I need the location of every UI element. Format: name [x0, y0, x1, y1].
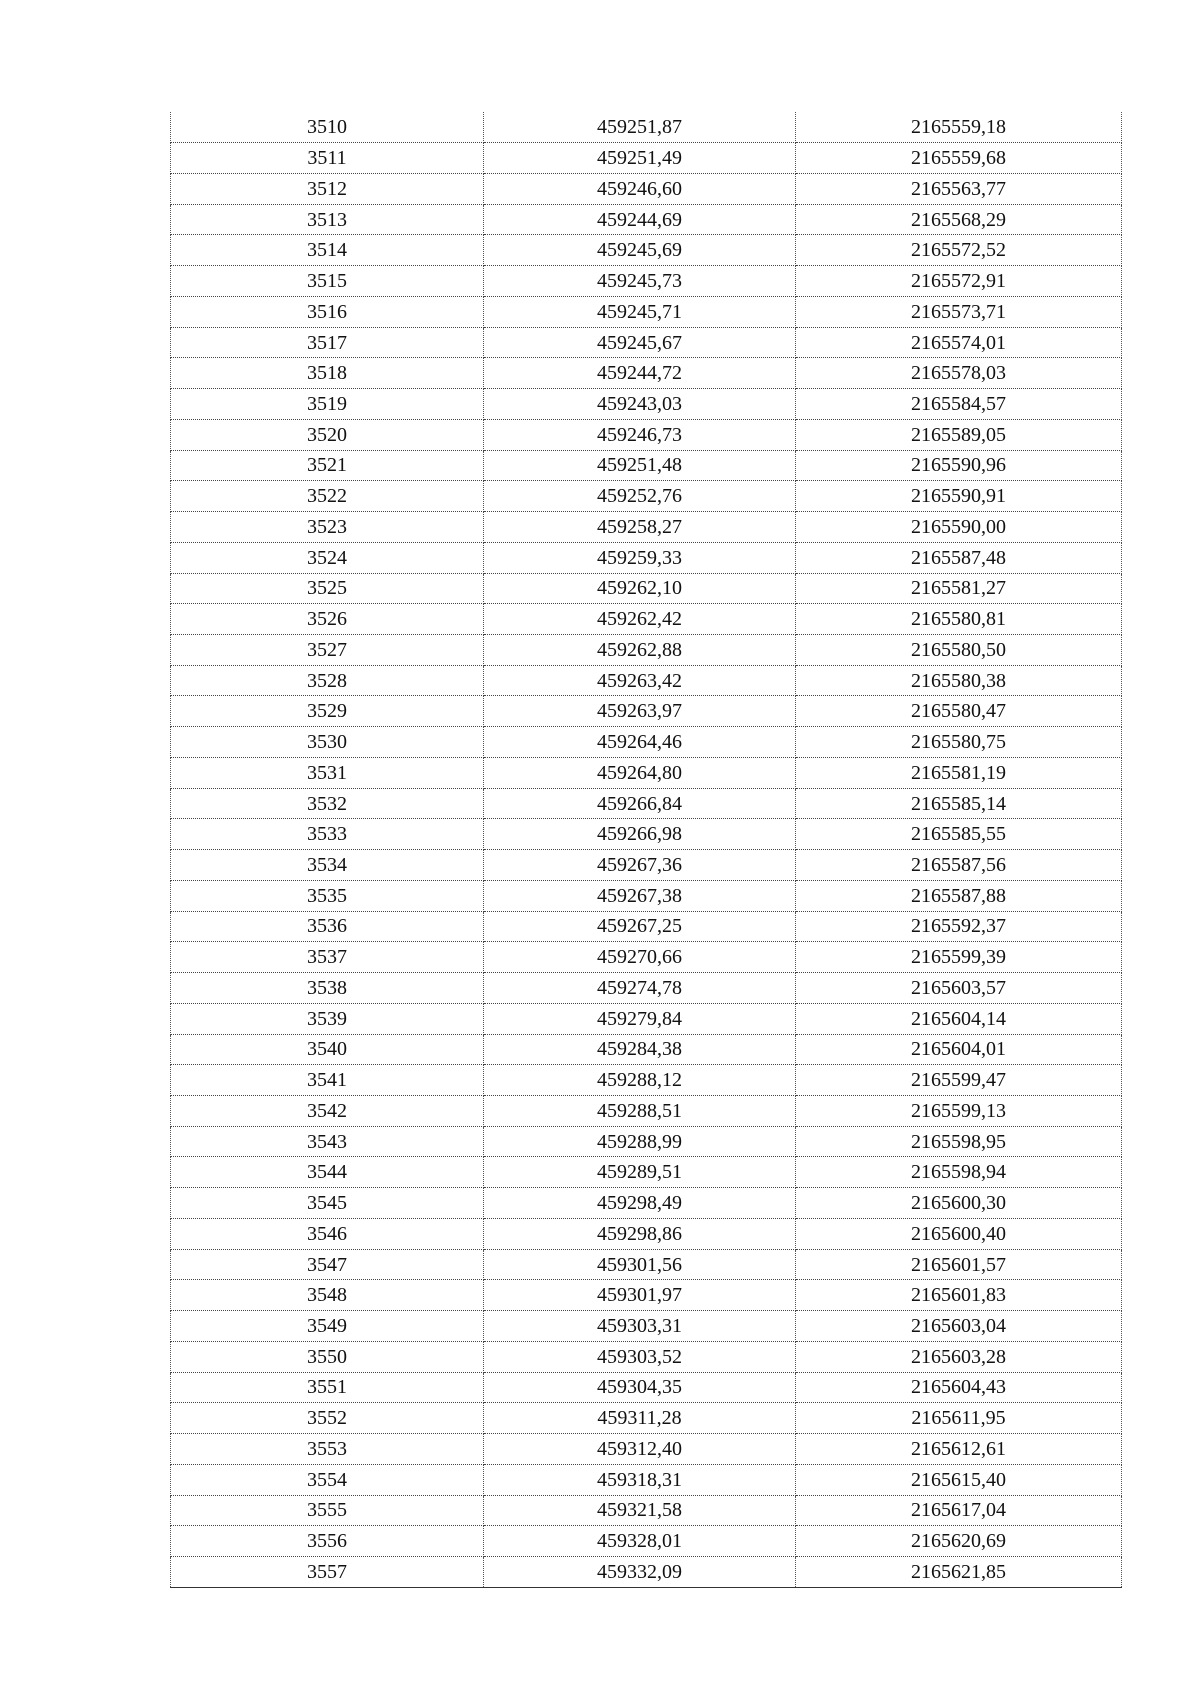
x-coordinate-cell: 459244,69: [484, 204, 796, 235]
x-coordinate-cell: 459245,71: [484, 296, 796, 327]
y-coordinate-cell: 2165580,75: [796, 727, 1122, 758]
y-coordinate-cell: 2165599,47: [796, 1065, 1122, 1096]
x-coordinate-cell: 459266,84: [484, 788, 796, 819]
point-number-cell: 3515: [171, 266, 484, 297]
point-number-cell: 3510: [171, 112, 484, 143]
y-coordinate-cell: 2165612,61: [796, 1434, 1122, 1465]
table-row: [171, 173, 1122, 204]
table-row: [171, 143, 1122, 174]
y-coordinate-cell: 2165587,56: [796, 850, 1122, 881]
x-coordinate-cell: 459304,35: [484, 1372, 796, 1403]
y-coordinate-cell: 2165573,71: [796, 296, 1122, 327]
y-coordinate-cell: 2165598,94: [796, 1157, 1122, 1188]
y-coordinate-cell: 2165580,81: [796, 604, 1122, 635]
point-number-cell: 3513: [171, 204, 484, 235]
y-coordinate-cell: 2165603,04: [796, 1311, 1122, 1342]
table-row: [171, 542, 1122, 573]
x-coordinate-cell: 459318,31: [484, 1464, 796, 1495]
table-row: [171, 1157, 1122, 1188]
table-row: [171, 204, 1122, 235]
table-row: [171, 1557, 1122, 1588]
point-number-cell: 3527: [171, 634, 484, 665]
point-number-cell: 3539: [171, 1003, 484, 1034]
y-coordinate-cell: 2165599,13: [796, 1096, 1122, 1127]
table-row: [171, 389, 1122, 420]
x-coordinate-cell: 459312,40: [484, 1434, 796, 1465]
y-coordinate-cell: 2165590,96: [796, 450, 1122, 481]
x-coordinate-cell: 459288,99: [484, 1126, 796, 1157]
point-number-cell: 3529: [171, 696, 484, 727]
table-row: [171, 911, 1122, 942]
table-row: [171, 327, 1122, 358]
point-number-cell: 3514: [171, 235, 484, 266]
table-row: [171, 512, 1122, 543]
y-coordinate-cell: 2165603,28: [796, 1341, 1122, 1372]
x-coordinate-cell: 459251,48: [484, 450, 796, 481]
x-coordinate-cell: 459246,60: [484, 173, 796, 204]
point-number-cell: 3546: [171, 1218, 484, 1249]
table-row: [171, 573, 1122, 604]
y-coordinate-cell: 2165604,01: [796, 1034, 1122, 1065]
table-row: [171, 1188, 1122, 1219]
x-coordinate-cell: 459303,52: [484, 1341, 796, 1372]
x-coordinate-cell: 459266,98: [484, 819, 796, 850]
point-number-cell: 3549: [171, 1311, 484, 1342]
x-coordinate-cell: 459311,28: [484, 1403, 796, 1434]
y-coordinate-cell: 2165580,38: [796, 665, 1122, 696]
y-coordinate-cell: 2165590,91: [796, 481, 1122, 512]
point-number-cell: 3537: [171, 942, 484, 973]
x-coordinate-cell: 459284,38: [484, 1034, 796, 1065]
point-number-cell: 3551: [171, 1372, 484, 1403]
x-coordinate-cell: 459262,88: [484, 634, 796, 665]
point-number-cell: 3533: [171, 819, 484, 850]
x-coordinate-cell: 459251,49: [484, 143, 796, 174]
y-coordinate-cell: 2165592,37: [796, 911, 1122, 942]
x-coordinate-cell: 459289,51: [484, 1157, 796, 1188]
table-row: [171, 665, 1122, 696]
table-row: [171, 819, 1122, 850]
point-number-cell: 3555: [171, 1495, 484, 1526]
table-row: [171, 419, 1122, 450]
y-coordinate-cell: 2165587,88: [796, 880, 1122, 911]
table-row: [171, 850, 1122, 881]
table-row: [171, 450, 1122, 481]
point-number-cell: 3519: [171, 389, 484, 420]
x-coordinate-cell: 459246,73: [484, 419, 796, 450]
point-number-cell: 3525: [171, 573, 484, 604]
table-row: [171, 112, 1122, 143]
point-number-cell: 3552: [171, 1403, 484, 1434]
x-coordinate-cell: 459243,03: [484, 389, 796, 420]
point-number-cell: 3516: [171, 296, 484, 327]
point-number-cell: 3511: [171, 143, 484, 174]
point-number-cell: 3531: [171, 757, 484, 788]
y-coordinate-cell: 2165620,69: [796, 1526, 1122, 1557]
table-row: [171, 727, 1122, 758]
table-row: [171, 358, 1122, 389]
point-number-cell: 3542: [171, 1096, 484, 1127]
point-number-cell: 3535: [171, 880, 484, 911]
y-coordinate-cell: 2165590,00: [796, 512, 1122, 543]
y-coordinate-cell: 2165601,83: [796, 1280, 1122, 1311]
table-row: [171, 481, 1122, 512]
y-coordinate-cell: 2165572,52: [796, 235, 1122, 266]
x-coordinate-cell: 459245,67: [484, 327, 796, 358]
point-number-cell: 3557: [171, 1557, 484, 1588]
y-coordinate-cell: 2165615,40: [796, 1464, 1122, 1495]
y-coordinate-cell: 2165585,55: [796, 819, 1122, 850]
y-coordinate-cell: 2165603,57: [796, 973, 1122, 1004]
point-number-cell: 3553: [171, 1434, 484, 1465]
y-coordinate-cell: 2165580,47: [796, 696, 1122, 727]
x-coordinate-cell: 459245,69: [484, 235, 796, 266]
table-row: [171, 1096, 1122, 1127]
point-number-cell: 3524: [171, 542, 484, 573]
y-coordinate-cell: 2165611,95: [796, 1403, 1122, 1434]
point-number-cell: 3530: [171, 727, 484, 758]
y-coordinate-cell: 2165599,39: [796, 942, 1122, 973]
table-row: [171, 880, 1122, 911]
y-coordinate-cell: 2165580,50: [796, 634, 1122, 665]
table-row: [171, 604, 1122, 635]
x-coordinate-cell: 459301,56: [484, 1249, 796, 1280]
x-coordinate-cell: 459264,46: [484, 727, 796, 758]
x-coordinate-cell: 459251,87: [484, 112, 796, 143]
x-coordinate-cell: 459298,86: [484, 1218, 796, 1249]
y-coordinate-cell: 2165585,14: [796, 788, 1122, 819]
coordinates-table: [170, 112, 1122, 1588]
x-coordinate-cell: 459263,42: [484, 665, 796, 696]
x-coordinate-cell: 459274,78: [484, 973, 796, 1004]
point-number-cell: 3541: [171, 1065, 484, 1096]
y-coordinate-cell: 2165559,18: [796, 112, 1122, 143]
point-number-cell: 3545: [171, 1188, 484, 1219]
table-row: [171, 942, 1122, 973]
x-coordinate-cell: 459267,25: [484, 911, 796, 942]
x-coordinate-cell: 459259,33: [484, 542, 796, 573]
x-coordinate-cell: 459267,38: [484, 880, 796, 911]
point-number-cell: 3522: [171, 481, 484, 512]
table-row: [171, 235, 1122, 266]
x-coordinate-cell: 459262,10: [484, 573, 796, 604]
table-row: [171, 1434, 1122, 1465]
point-number-cell: 3554: [171, 1464, 484, 1495]
y-coordinate-cell: 2165621,85: [796, 1557, 1122, 1588]
point-number-cell: 3547: [171, 1249, 484, 1280]
y-coordinate-cell: 2165559,68: [796, 143, 1122, 174]
x-coordinate-cell: 459328,01: [484, 1526, 796, 1557]
point-number-cell: 3512: [171, 173, 484, 204]
y-coordinate-cell: 2165572,91: [796, 266, 1122, 297]
table-row: [171, 1403, 1122, 1434]
x-coordinate-cell: 459258,27: [484, 512, 796, 543]
point-number-cell: 3520: [171, 419, 484, 450]
table-row: [171, 1464, 1122, 1495]
y-coordinate-cell: 2165574,01: [796, 327, 1122, 358]
x-coordinate-cell: 459262,42: [484, 604, 796, 635]
table-row: [171, 1280, 1122, 1311]
y-coordinate-cell: 2165589,05: [796, 419, 1122, 450]
point-number-cell: 3526: [171, 604, 484, 635]
x-coordinate-cell: 459245,73: [484, 266, 796, 297]
y-coordinate-cell: 2165587,48: [796, 542, 1122, 573]
x-coordinate-cell: 459270,66: [484, 942, 796, 973]
x-coordinate-cell: 459263,97: [484, 696, 796, 727]
x-coordinate-cell: 459298,49: [484, 1188, 796, 1219]
point-number-cell: 3540: [171, 1034, 484, 1065]
coordinates-table-body: [171, 112, 1122, 1587]
y-coordinate-cell: 2165604,14: [796, 1003, 1122, 1034]
point-number-cell: 3543: [171, 1126, 484, 1157]
point-number-cell: 3548: [171, 1280, 484, 1311]
point-number-cell: 3518: [171, 358, 484, 389]
table-row: [171, 1372, 1122, 1403]
table-row: [171, 266, 1122, 297]
table-row: [171, 1341, 1122, 1372]
y-coordinate-cell: 2165598,95: [796, 1126, 1122, 1157]
y-coordinate-cell: 2165581,19: [796, 757, 1122, 788]
x-coordinate-cell: 459332,09: [484, 1557, 796, 1588]
x-coordinate-cell: 459288,12: [484, 1065, 796, 1096]
y-coordinate-cell: 2165581,27: [796, 573, 1122, 604]
y-coordinate-cell: 2165600,30: [796, 1188, 1122, 1219]
x-coordinate-cell: 459279,84: [484, 1003, 796, 1034]
point-number-cell: 3556: [171, 1526, 484, 1557]
y-coordinate-cell: 2165617,04: [796, 1495, 1122, 1526]
y-coordinate-cell: 2165601,57: [796, 1249, 1122, 1280]
y-coordinate-cell: 2165578,03: [796, 358, 1122, 389]
table-row: [171, 757, 1122, 788]
point-number-cell: 3521: [171, 450, 484, 481]
x-coordinate-cell: 459321,58: [484, 1495, 796, 1526]
point-number-cell: 3517: [171, 327, 484, 358]
x-coordinate-cell: 459301,97: [484, 1280, 796, 1311]
table-row: [171, 1065, 1122, 1096]
point-number-cell: 3532: [171, 788, 484, 819]
point-number-cell: 3534: [171, 850, 484, 881]
table-row: [171, 1034, 1122, 1065]
y-coordinate-cell: 2165600,40: [796, 1218, 1122, 1249]
table-row: [171, 1526, 1122, 1557]
table-row: [171, 1249, 1122, 1280]
table-row: [171, 296, 1122, 327]
x-coordinate-cell: 459244,72: [484, 358, 796, 389]
x-coordinate-cell: 459264,80: [484, 757, 796, 788]
point-number-cell: 3538: [171, 973, 484, 1004]
table-row: [171, 1495, 1122, 1526]
y-coordinate-cell: 2165563,77: [796, 173, 1122, 204]
table-row: [171, 1311, 1122, 1342]
point-number-cell: 3523: [171, 512, 484, 543]
table-row: [171, 973, 1122, 1004]
y-coordinate-cell: 2165568,29: [796, 204, 1122, 235]
table-row: [171, 788, 1122, 819]
table-row: [171, 1218, 1122, 1249]
table-row: [171, 1003, 1122, 1034]
x-coordinate-cell: 459303,31: [484, 1311, 796, 1342]
table-row: [171, 696, 1122, 727]
table-row: [171, 1126, 1122, 1157]
y-coordinate-cell: 2165584,57: [796, 389, 1122, 420]
x-coordinate-cell: 459267,36: [484, 850, 796, 881]
point-number-cell: 3550: [171, 1341, 484, 1372]
x-coordinate-cell: 459252,76: [484, 481, 796, 512]
table-row: [171, 634, 1122, 665]
y-coordinate-cell: 2165604,43: [796, 1372, 1122, 1403]
x-coordinate-cell: 459288,51: [484, 1096, 796, 1127]
point-number-cell: 3536: [171, 911, 484, 942]
point-number-cell: 3528: [171, 665, 484, 696]
point-number-cell: 3544: [171, 1157, 484, 1188]
